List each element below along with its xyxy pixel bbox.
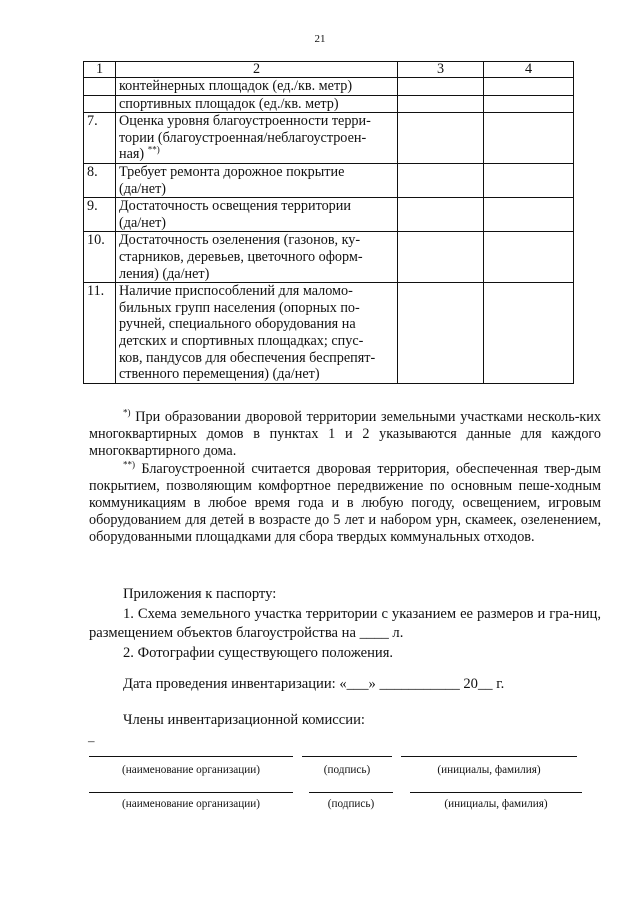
value-cell	[398, 163, 484, 197]
appendix	[89, 585, 601, 663]
value-cell	[484, 198, 574, 232]
value-cell	[484, 163, 574, 197]
value-cell	[398, 232, 484, 283]
table-row	[84, 232, 574, 283]
value-cell	[398, 78, 484, 96]
value-cell	[484, 113, 574, 164]
signature-line-name	[401, 756, 577, 757]
appendix-item: 2. Фотографии существующего положения.	[123, 644, 394, 661]
row-number	[84, 78, 116, 96]
inventory-date: Дата проведения инвентаризации: «___» ___________ 20__ г.	[123, 676, 505, 692]
row-description: Достаточность озеленения (газонов, ку- старников, деревьев, цветочного оформ- ления) (да/нет)	[116, 232, 398, 283]
signature-line-organization	[89, 792, 293, 793]
value-cell	[398, 113, 484, 164]
appendix-item: 1. Схема земельного участка территории с указанием ее размеров и гра-ниц, размещением объектов благоустройства на ____ л.	[89, 605, 601, 641]
row-number	[84, 95, 116, 113]
footnote-2: **) Благоустроенной считается дворовая территория, обеспеченная твер-дым покрытием, позволяющим комфортное передвижение по основным пеше-ходным коммуникациям в любое время года и в любую погоду, освещением, игровым оборудованием для детей в возрасте до 5 лет и набором урн, скамеек, озеленением, оборудованными площадками для сбора твердых коммунальных отходов.	[89, 458, 601, 546]
row-number: 10.	[84, 232, 116, 283]
signature-line-signature	[309, 792, 393, 793]
footnote-mark: **)	[147, 144, 160, 155]
name-caption: (инициалы, фамилия)	[444, 798, 548, 810]
row-number: 9.	[84, 198, 116, 232]
footnote-mark: **)	[123, 458, 135, 469]
footnote-1: *) При образовании дворовой территории земельными участками несколь-ких многоквартирных домов в пунктах 1 и 2 указываются данные для каждого многоквартирного дома.	[89, 407, 601, 460]
header-cell: 4	[484, 62, 574, 78]
signature-line-name	[410, 792, 582, 793]
commission-members-label: Члены инвентаризационной комиссии:	[123, 712, 365, 728]
signature-caption: (подпись)	[323, 764, 371, 776]
header-cell: 3	[398, 62, 484, 78]
value-cell	[484, 95, 574, 113]
value-cell	[398, 283, 484, 384]
table-header-row	[84, 62, 574, 78]
row-description: Достаточность освещения территории (да/нет)	[116, 198, 398, 232]
footnotes	[89, 409, 601, 547]
value-cell	[484, 283, 574, 384]
signature-line-organization	[89, 756, 293, 757]
table-row	[84, 95, 574, 113]
row-description: спортивных площадок (ед./кв. метр)	[116, 95, 398, 113]
value-cell	[398, 95, 484, 113]
row-number: 11.	[84, 283, 116, 384]
value-cell	[484, 232, 574, 283]
header-cell: 2	[116, 62, 398, 78]
table-row	[84, 163, 574, 197]
page-number: 21	[314, 33, 326, 45]
row-description: контейнерных площадок (ед./кв. метр)	[116, 78, 398, 96]
row-description: Оценка уровня благоустроенности терри- тории (благоустроенная/неблагоустроен- ная) **)	[116, 113, 398, 164]
signature-caption: (подпись)	[327, 798, 375, 810]
footnote-mark: *)	[123, 407, 131, 418]
row-number: 8.	[84, 163, 116, 197]
row-description: Требует ремонта дорожное покрытие (да/нет)	[116, 163, 398, 197]
table-row	[84, 198, 574, 232]
value-cell	[398, 198, 484, 232]
appendix-title: Приложения к паспорту:	[123, 586, 277, 602]
data-table	[83, 61, 574, 384]
row-description: Наличие приспособлений для маломо- бильных групп населения (опорных по- ручней, специального оборудования на детских и спортивных площадках; спус- ков, пандусов для обеспечения беспрепят- ственного перемещения) (да/нет)	[116, 283, 398, 384]
header-cell: 1	[84, 62, 116, 78]
table-row	[84, 283, 574, 384]
organization-caption: (наименование организации)	[122, 798, 260, 810]
name-caption: (инициалы, фамилия)	[437, 764, 541, 776]
table-row	[84, 113, 574, 164]
organization-caption: (наименование организации)	[122, 764, 260, 776]
signature-line-signature	[302, 756, 392, 757]
value-cell	[484, 78, 574, 96]
row-number: 7.	[84, 113, 116, 164]
dash-mark: –	[88, 733, 95, 748]
table-row	[84, 78, 574, 96]
